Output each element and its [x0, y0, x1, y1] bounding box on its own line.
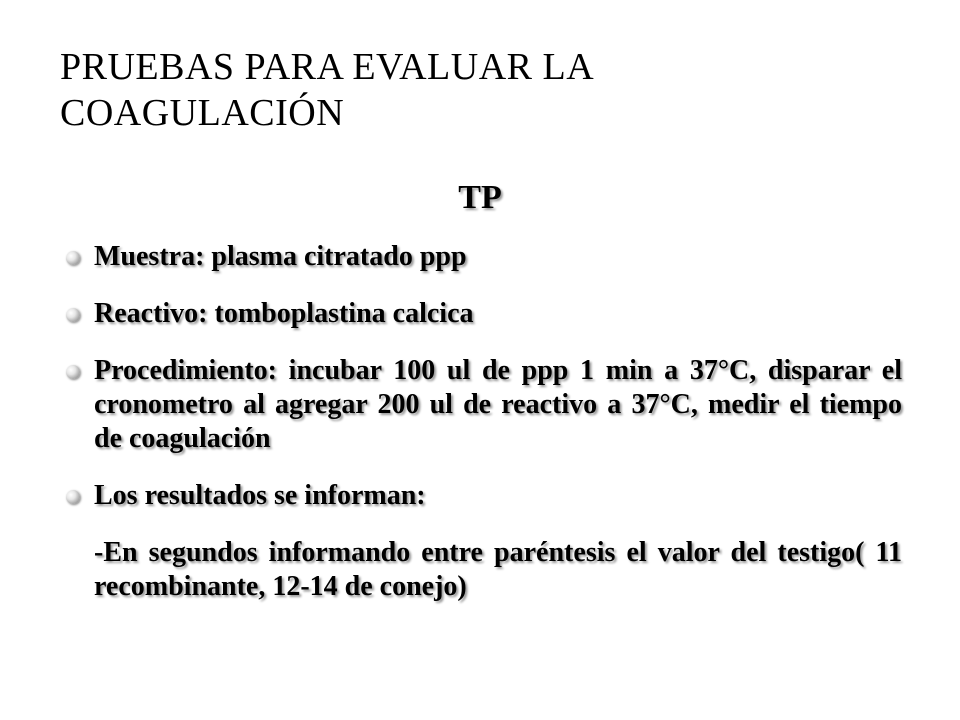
bullet-icon: [66, 308, 80, 322]
bullet-icon: [66, 365, 80, 379]
bullet-icon: [66, 251, 80, 265]
bullet-item: [62, 240, 902, 274]
sub-paragraph: -En segundos informando entre paréntesis el valor del testigo( 11 recombinante, 12-14 de conejo): [94, 537, 902, 602]
bullet-text: Procedimiento: incubar 100 ul de ppp 1 min a 37°C, disparar el cronometro al agregar 200 ul de reactivo a 37°C, medir el tiempo de coagulación: [94, 355, 902, 454]
bullet-item: [62, 354, 902, 456]
bullet-item: [62, 479, 902, 513]
slide-body: [62, 240, 902, 604]
bullet-text: Reactivo: tomboplastina calcica: [94, 298, 474, 329]
bullet-text: Muestra: plasma citratado ppp: [94, 241, 467, 272]
bullet-item: [62, 297, 902, 331]
slide-subtitle: TP: [458, 179, 502, 216]
slide-title: PRUEBAS PARA EVALUAR LA COAGULACIÓN: [60, 46, 593, 134]
bullet-icon: [66, 490, 80, 504]
bullet-text: Los resultados se informan:: [94, 480, 426, 511]
